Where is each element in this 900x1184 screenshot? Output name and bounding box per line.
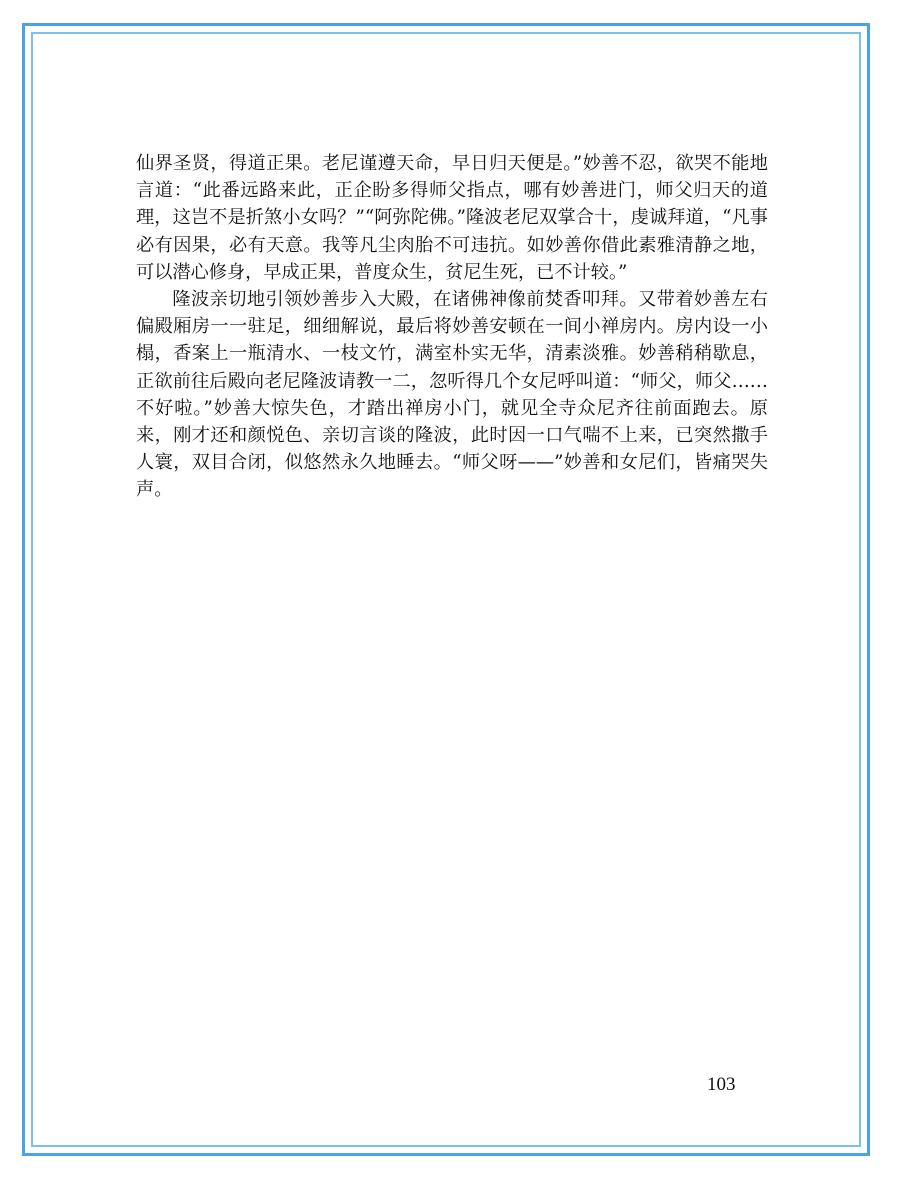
page-number: 103 <box>707 1074 736 1095</box>
paragraph-2: 隆波亲切地引领妙善步入大殿，在诸佛神像前焚香叩拜。又带着妙善左右偏殿厢房一一驻足，细细解说，最后将妙善安顿在一间小禅房内。房内设一小榻，香案上一瓶清水、一枝文竹，满室朴实无华，清素淡雅。妙善稍稍歇息，正欲前往后殿向老尼隆波请教一二，忽听得几个女尼呼叫道：“师父，师父……不好啦。”妙善大惊失色，才踏出禅房小门，就见全寺众尼齐往前面跑去。原来，刚才还和颜悦色、亲切言谈的隆波，此时因一口气喘不上来，已突然撒手人寰，双目合闭，似悠然永久地睡去。“师父呀——”妙善和女尼们，皆痛哭失声。 <box>136 289 768 501</box>
paragraph-1: 仙界圣贤，得道正果。老尼谨遵天命，早日归天便是。”妙善不忍，欲哭不能地言道：“此番远路来此，正企盼多得师父指点，哪有妙善进门，师父归天的道理，这岂不是折煞小女吗？”“阿弥陀佛。”隆波老尼双掌合十，虔诚拜道，“凡事必有因果，必有天意。我等凡尘肉胎不可违抗。如妙善你借此素雅清静之地，可以潜心修身，早成正果，普度众生，贫尼生死，已不计较。” <box>136 153 768 283</box>
body-text <box>136 150 768 504</box>
